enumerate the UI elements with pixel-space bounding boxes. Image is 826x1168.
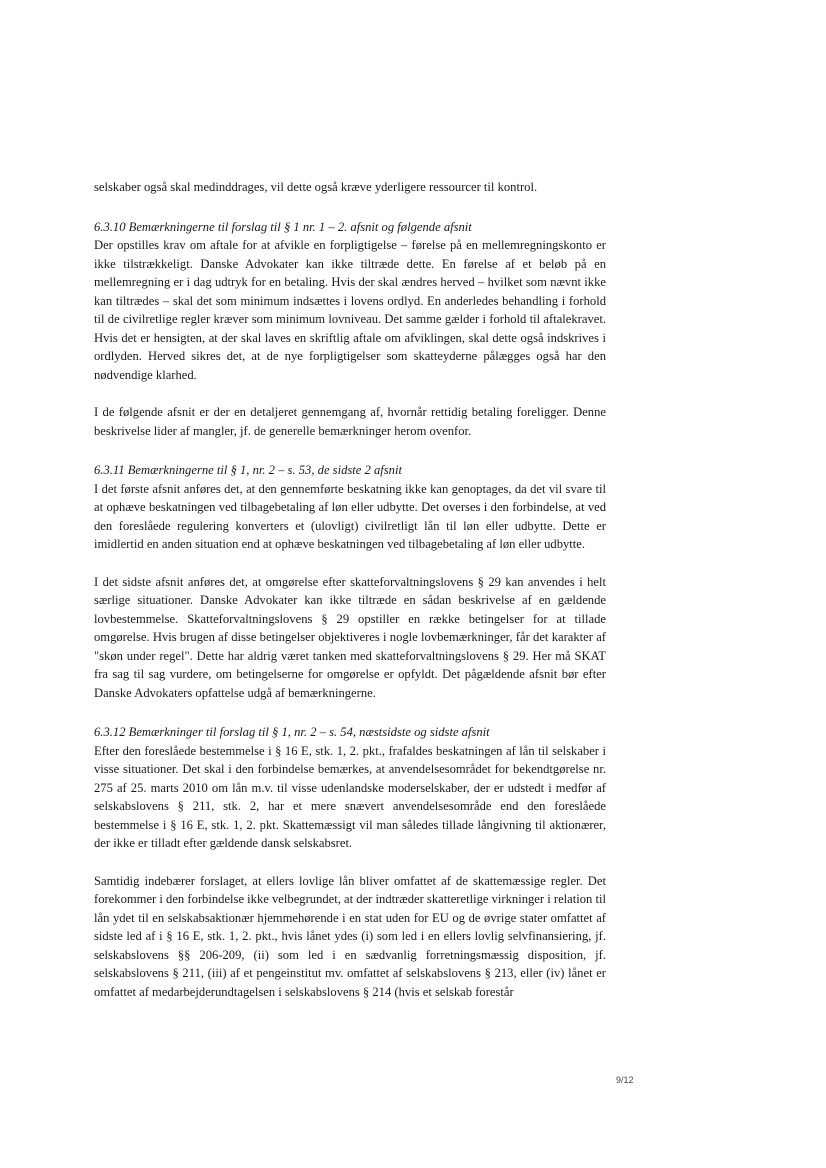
document-page [94, 178, 606, 1001]
body-paragraph: Efter den foreslåede bestemmelse i § 16 E, stk. 1, 2. pkt., frafaldes beskatningen af lån til selskaber i visse situationer. Det skal i den forbindelse bemærkes, at anvendelsesområdet for bekendtgørelse nr. 275 af 25. marts 2010 om lån m.v. til visse udenlandske moderselskaber, der er udstedt i medfør af selskabslovens § 211, stk. 2, har et mere snævert anvendelsesområde end den foreslåede bestemmelse i § 16 E, stk. 1, 2. pkt. Skattemæssigt vil man således tillade långivning til aktionærer, der ikke er tilladt efter gældende dansk selskabsret. [94, 743, 606, 850]
body-paragraph: Der opstilles krav om aftale for at afvikle en forpligtigelse – førelse på en mellemregningskonto er ikke tilstrækkeligt. Danske Advokater kan ikke tiltræde dette. En førelse af et beløb på en mellemregning er i dag udtryk for en betaling. Hvis der skal ændres herved – hvilket som nævnt ikke kan tiltrædes – skal det som minimum indsættes i lovens ordlyd. En anderledes behandling i forhold til de civilretlige regler kræver som minimum lovniveau. Det samme gælder i forhold til aftalekravet. Hvis det er hensigten, at der skal laves en skriftlig aftale om afviklingen, skal dette også indskrives i ordlyden. Herved sikres det, at de nye forpligtigelser som skatteyderne pålægges også har den nødvendige klarhed. [94, 238, 606, 382]
section-6-3-10 [94, 218, 606, 441]
page-number: 9/12 [616, 1075, 634, 1085]
section-6-3-12 [94, 723, 606, 1001]
body-paragraph: I det sidste afsnit anføres det, at omgørelse efter skatteforvaltningslovens § 29 kan anvendes i helt særlige situationer. Danske Advokater kan ikke tiltræde en sådan beskrivelse af en gældende lovbestemmelse. Skatteforvaltningslovens § 29 opstiller en række betingelser for at tillade omgørelse. Hvis brugen af disse betingelser objektiveres i nogle lovbemærkninger, får det karakter af "skøn under regel". Dette har aldrig været tanken med skatteforvaltningslovens § 29. Her må SKAT fra sag til sag vurdere, om betingelserne for omgørelse er opfyldt. Det pågældende afsnit bør efter Danske Advokaters opfattelse udgå af bemærkningerne. [94, 574, 606, 700]
section-heading: 6.3.11 Bemærkningerne til § 1, nr. 2 – s. 53, de sidste 2 afsnit [94, 463, 402, 477]
body-paragraph: I de følgende afsnit er der en detaljeret gennemgang af, hvornår rettidig betaling foreligger. Denne beskrivelse lider af mangler, jf. de generelle bemærkninger herom ovenfor. [94, 405, 606, 438]
body-paragraph: Samtidig indebærer forslaget, at ellers lovlige lån bliver omfattet af de skattemæssige regler. Det forekommer i den forbindelse ikke velbegrundet, at der indtræder skatteretlige virkninger i relation til lån ydet til en selskabsaktionær hjemmehørende i en stat uden for EU og de øvrige stater omfattet af sidste led af i § 16 E, stk. 1, 2. pkt., hvis lånet ydes (i) som led i en ellers lovlig selvfinansiering, jf. selskabslovens §§ 206-209, (ii) som led i en sædvanlig forretningsmæssig disposition, jf. selskabslovens § 211, (iii) af et pengeinstitut mv. omfattet af selskabslovens § 213, eller (iv) lånet er omfattet af medarbejderundtagelsen i selskabslovens § 214 (hvis et selskab forestår [94, 873, 606, 999]
section-heading: 6.3.10 Bemærkningerne til forslag til § 1 nr. 1 – 2. afsnit og følgende afsnit [94, 219, 472, 234]
intro-paragraph: selskaber også skal medinddrages, vil dette også kræve yderligere ressourcer til kontrol. [94, 180, 538, 194]
section-6-3-11 [94, 461, 606, 702]
body-paragraph: I det første afsnit anføres det, at den gennemførte beskatning ikke kan genoptages, da det vil svare til at ophæve beskatningen ved tilbagebetaling af løn eller udbytte. Det overses i den forbindelse, at ved den foreslåede regulering konverters et (ulovligt) civilretligt lån til løn eller udbytte. Dette er imidlertid en anden situation end at ophæve beskatningen ved tilbagebetaling af løn eller udbytte. [94, 481, 606, 551]
section-heading: 6.3.12 Bemærkninger til forslag til § 1, nr. 2 – s. 54, næstsidste og sidste afsnit [94, 725, 490, 739]
